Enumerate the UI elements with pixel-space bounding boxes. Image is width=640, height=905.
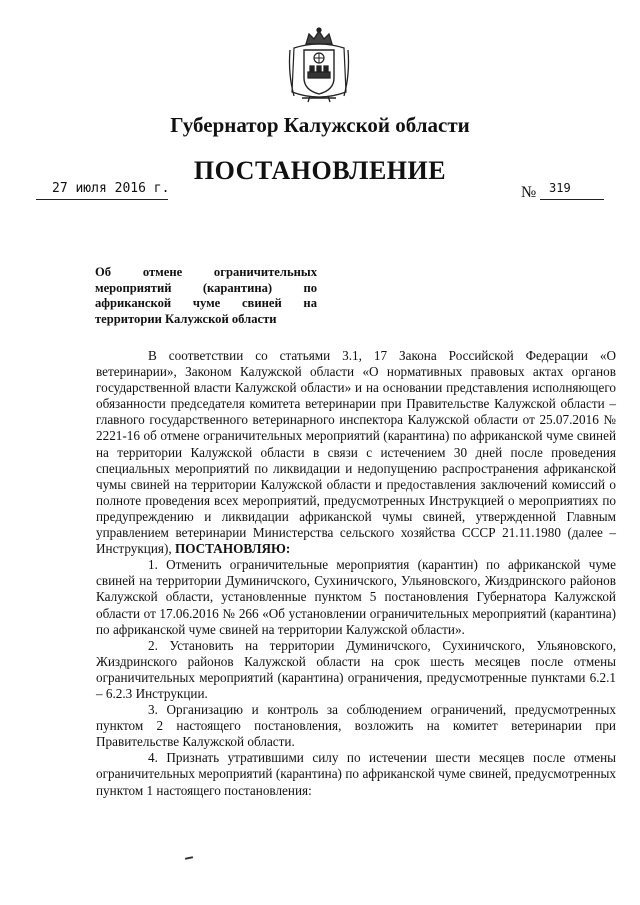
- document-type: ПОСТАНОВЛЕНИЕ: [193, 156, 447, 185]
- document-number: 319: [549, 181, 571, 195]
- coat-of-arms-icon: [286, 26, 352, 104]
- clause-3: 3. Организацию и контроль за соблюдением ограничений, предусмотренных пунктом 2 настоящего постановления, возложить на комитет ветеринарии при Правительстве Калужской области.: [96, 702, 616, 750]
- decree-word: ПОСТАНОВЛЯЮ:: [174, 541, 291, 557]
- document-date: 27 июля 2016 г.: [52, 181, 170, 196]
- governor-title: Губернатор Калужской области: [170, 113, 470, 137]
- preamble-paragraph: [96, 348, 616, 557]
- preamble-text: В соответствии со статьями 3.1, 17 Закона Российской Федерации «О ветеринарии», Законом Калужской области «О нормативных правовых актах органов государственной власти Калужской области» и на основании представления исполняющего обязанности председателя комитета ветеринарии при Правительстве Калужской области – главного государственного ветеринарного инспектора Калужской области от 25.07.2016 № 2221-16 об отмене ограничительных мероприятий (карантина) по африканской чуме свиней на территории Калужской области в связи с истечением 30 дней после проведения специальных мероприятий по ликвидации и недопущению распространения африканской чумы свиней на территории Калужской области и предоставления заключений комиссий о полноте проведения всех мероприятий, предусмотренных Инструкцией о мероприятиях по предупреждению и ликвидации африканской чумы свиней, утвержденной Главным управлением ветеринарии Министерства сельского хозяйства СССР 21.11.1980 (далее – Инструкция),: [96, 348, 616, 557]
- page-mark: [185, 856, 193, 860]
- number-underline: [540, 199, 604, 200]
- heading-line: африканской чуме свиней на: [95, 296, 317, 310]
- number-prefix: №: [521, 184, 537, 201]
- heading-line: мероприятий (карантина) по: [95, 280, 317, 295]
- clause-1: 1. Отменить ограничительные мероприятия (карантин) по африканской чуме свиней на территории Думиничского, Сухиничского, Ульяновского, Жиздринского районов Калужской области, установленные пунктом 5 постановления Губернатора Калужской области от 17.06.2016 № 266 «Об установлении ограничительных мероприятий (карантина) по африканской чуме свиней на территории Калужской области».: [96, 557, 616, 637]
- clause-2: 2. Установить на территории Думиничского, Сухиничского, Ульяновского, Жиздринского районов Калужской области на срок шесть месяцев после отмены ограничительных мероприятий (карантина) ограничения, предусмотренные пунктами 6.2.1 – 6.2.3 Инструкции.: [96, 637, 616, 701]
- heading-line: территории Калужской области: [95, 311, 277, 326]
- document-body: [96, 348, 616, 799]
- document-heading: [95, 265, 317, 327]
- heading-line: Об отмене ограничительных: [95, 265, 317, 279]
- date-underline: [36, 199, 168, 200]
- clause-4: 4. Признать утратившими силу по истечении шести месяцев после отмены ограничительных мероприятий (карантина) по африканской чуме свиней, предусмотренных пунктом 1 настоящего постановления:: [96, 750, 616, 798]
